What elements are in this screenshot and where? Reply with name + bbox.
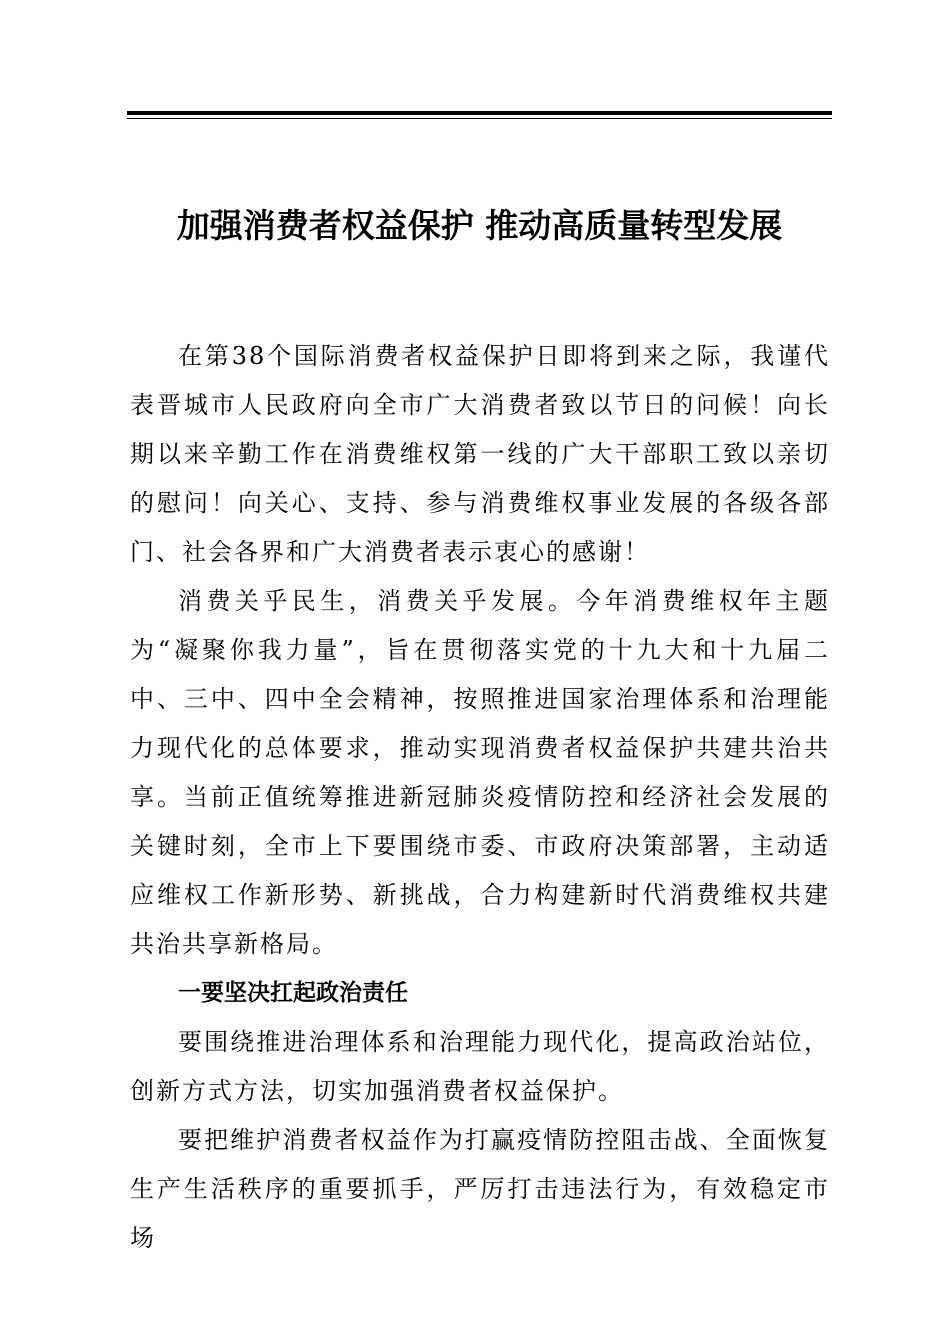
header-rule-thick	[127, 111, 832, 115]
header-rule-thin	[127, 118, 832, 119]
document-title: 加强消费者权益保护 推动高质量转型发展	[176, 206, 783, 245]
document-body	[130, 332, 830, 1263]
paragraph-context: 消费关乎民生，消费关乎发展。今年消费维权年主题为“凝聚你我力量”，旨在贯彻落实党的十九大和十九届二中、三中、四中全会精神，按照推进国家治理体系和治理能力现代化的总体要求，推动实现消费者权益保护共建共治共享。当前正值统筹推进新冠肺炎疫情防控和经济社会发展的关键时刻，全市上下要围绕市委、市政府决策部署，主动适应维权工作新形势、新挑战，合力构建新时代消费维权共建共治共享新格局。	[130, 587, 830, 958]
section-paragraph-1: 要围绕推进治理体系和治理能力现代化，提高政治站位，创新方式方法，切实加强消费者权益保护。	[130, 1028, 830, 1105]
section-paragraph-2: 要把维护消费者权益作为打赢疫情防控阻击战、全面恢复生产生活秩序的重要抓手，严厉打击违法行为，有效稳定市场	[130, 1126, 830, 1252]
paragraph-intro: 在第38个国际消费者权益保护日即将到来之际，我谨代表晋城市人民政府向全市广大消费者致以节日的问候！向长期以来辛勤工作在消费维权第一线的广大干部职工致以亲切的慰问！向关心、支持、参与消费维权事业发展的各级各部门、社会各界和广大消费者表示衷心的感谢！	[130, 342, 830, 566]
section-heading: 一要坚决扛起政治责任	[178, 980, 408, 1006]
